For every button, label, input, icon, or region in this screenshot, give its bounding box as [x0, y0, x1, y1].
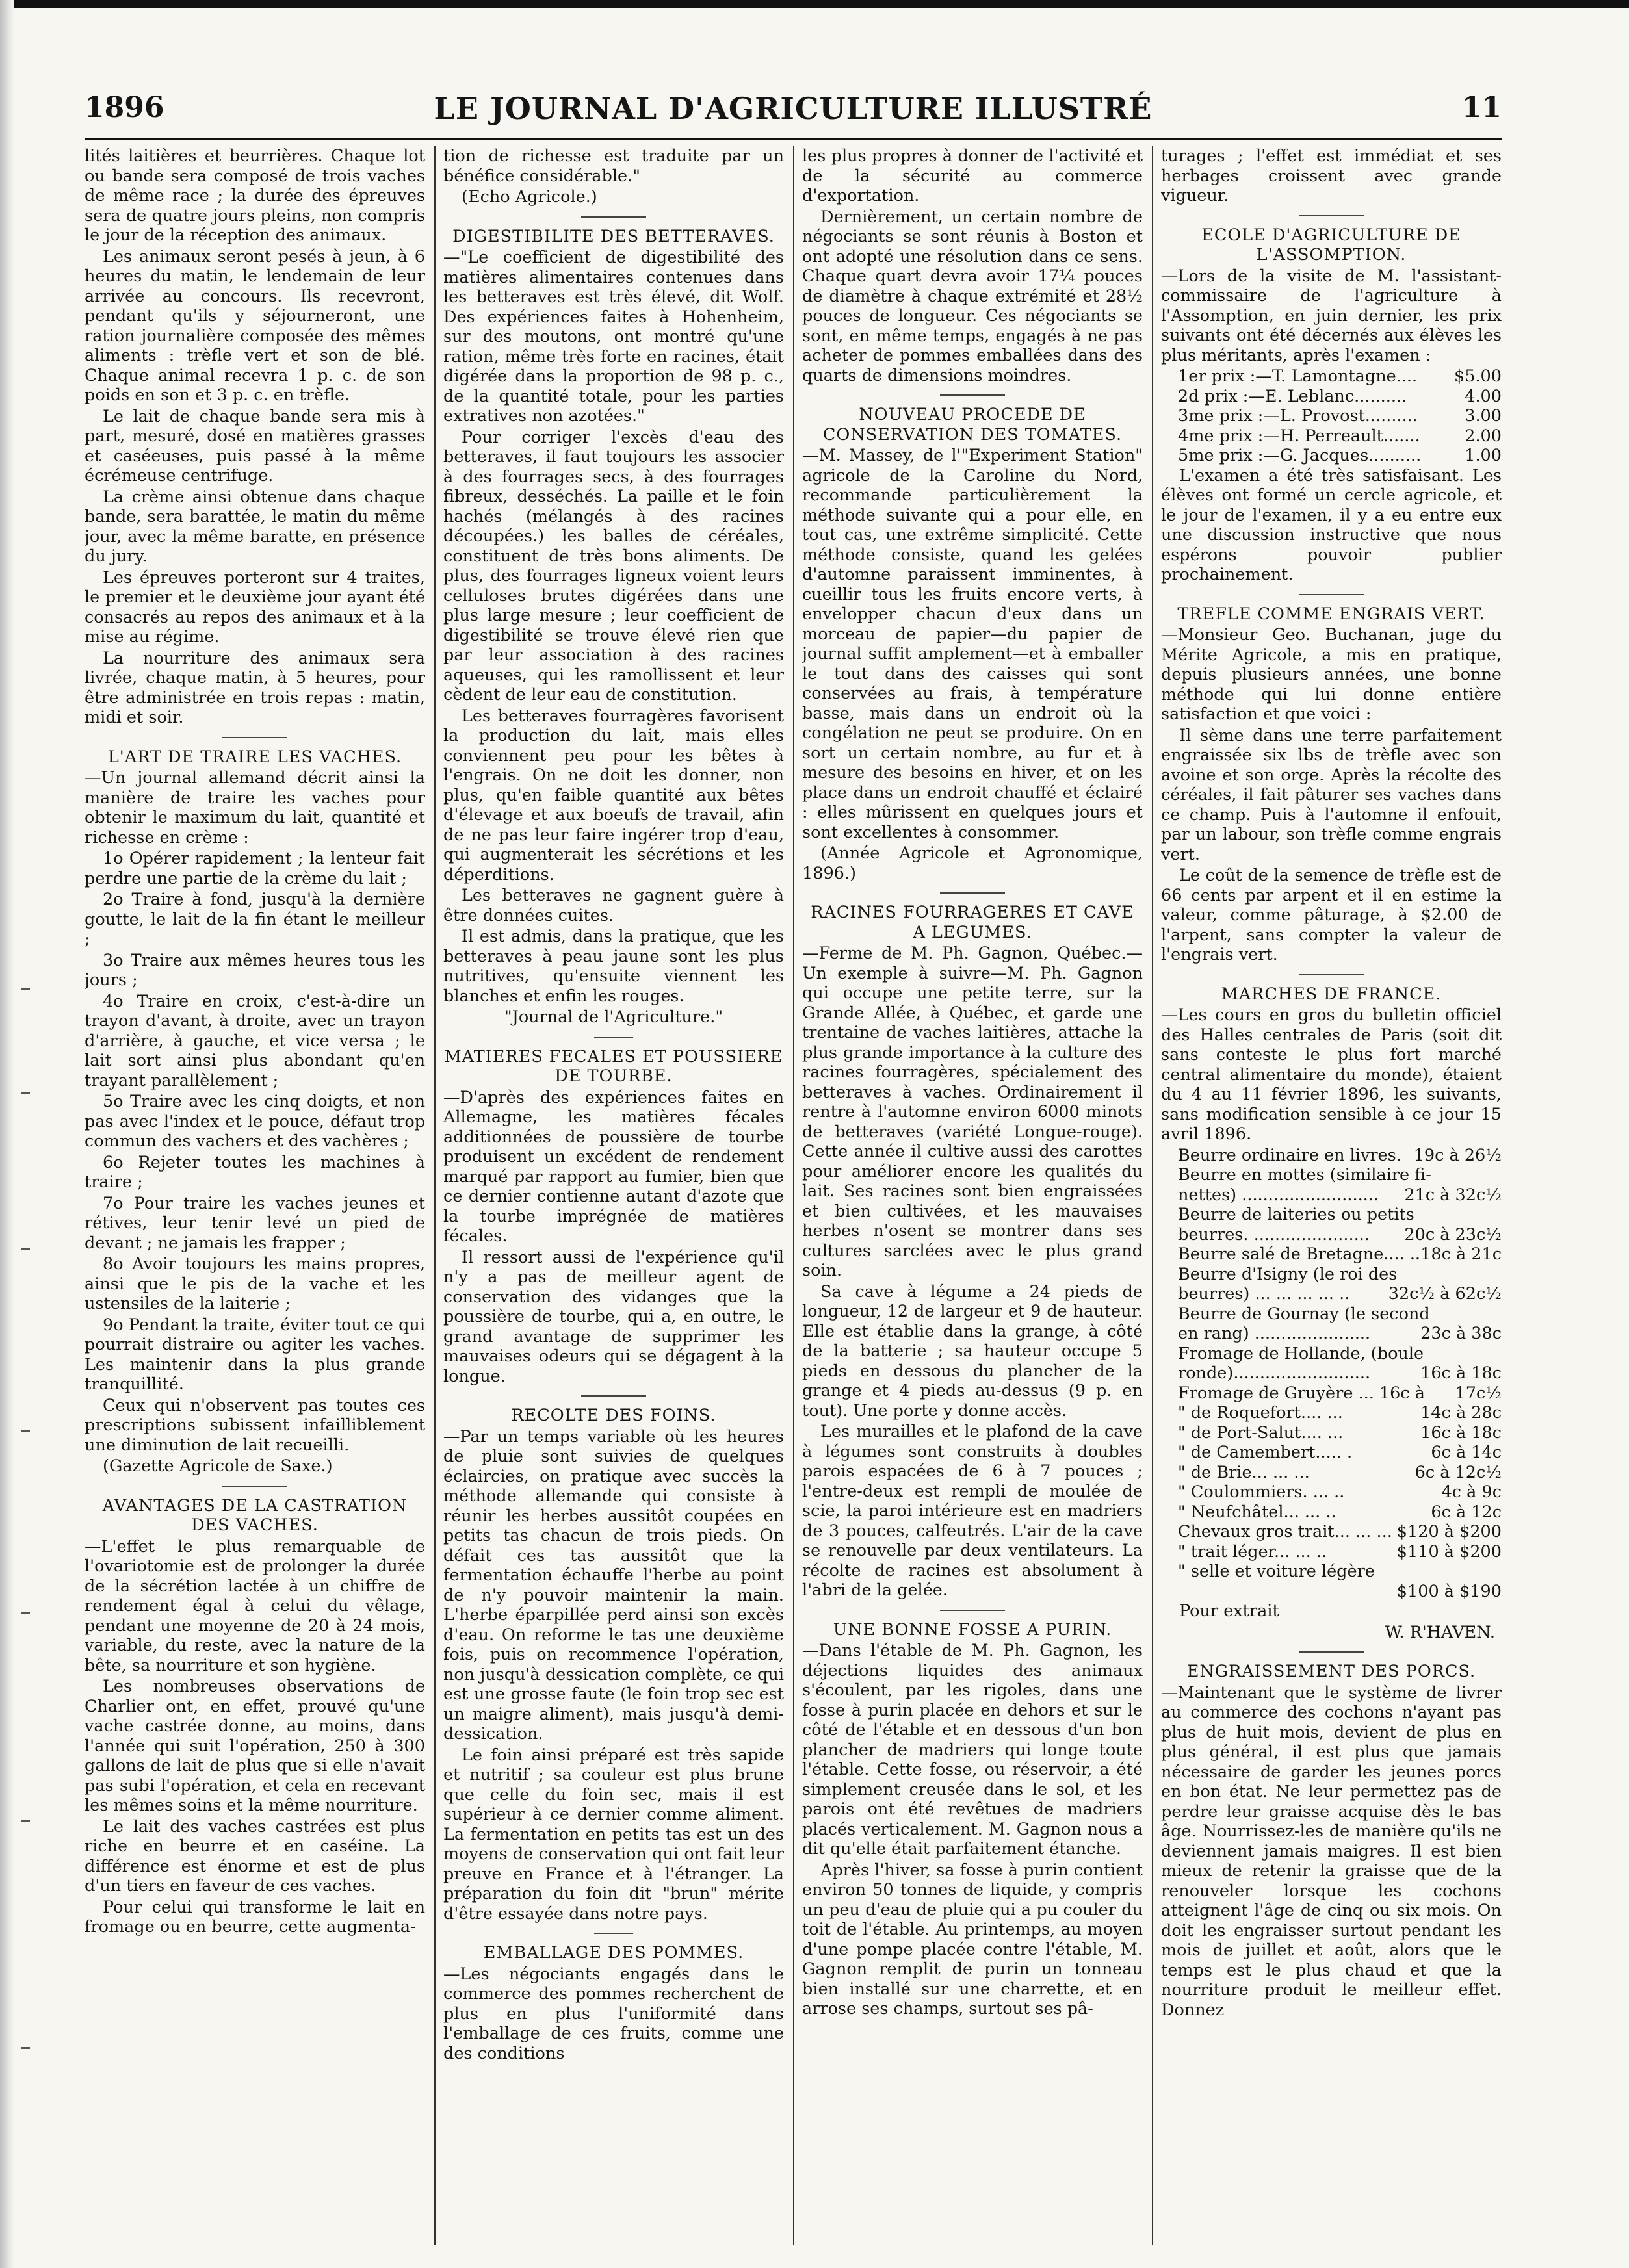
article-heading: AVANTAGES DE LA CASTRATION DES VACHES. — [102, 1495, 408, 1535]
market-row: Chevaux gros trait... ... ... $120 à $200 — [1178, 1522, 1502, 1541]
article-text: —Lors de la visite de M. l'assistant-commissaire de l'agriculture à l'Assomption, en juin dernier, les prix suivants ont été décernés aux élèves les plus méritants, après l'examen : — [1161, 266, 1502, 365]
market-row: ronde).......................... 16c à 18c — [1178, 1363, 1502, 1383]
market-row: Beurre de laiteries ou petits — [1178, 1205, 1414, 1224]
article-text: Il ressort aussi de l'expérience qu'il n'y a pas de meilleur agent de conservation des vidanges que la poussière de tourbe, qui a, en outre, le grand avantage de supprimer les mauvaises odeurs qui se dégagent à la longue. — [443, 1247, 784, 1386]
page-number: 11 — [1461, 91, 1502, 124]
article-text: Les murailles et le plafond de la cave à légumes sont construits à doubles parois espacées de 6 à 7 pouces ; l'entre-deux est rempli de moulée de scie, la paroi intérieure est en madriers de 3 pouces, calfeutrés. L'air de la cave se renouvelle par deux ventilateurs. La récolte de racines est absolument à l'abri de la gelée. — [802, 1422, 1143, 1600]
prize-row: 1er prix :—T. Lamontagne.... $5.00 — [1178, 367, 1502, 386]
prize-row: 4me prix :—H. Perreault....... 2.00 — [1178, 426, 1502, 446]
article-text: Le foin ainsi préparé est très sapide et nutritif ; sa couleur est plus brune que celle du foin sec, mais il est supérieur à ce dernier comme aliment. La fermentation en petits tas est un des moyens de conservation qui ont fait leur preuve en France et à l'étranger. La préparation du foin dit "brun" mérite d'être essayée dans notre pays. — [443, 1745, 784, 1924]
article-text: les plus propres à donner de l'activité et de la sécurité au commerce d'exportation. — [802, 146, 1143, 205]
article-heading: MATIERES FECALES ET POUSSIERE DE TOURBE. — [444, 1046, 783, 1086]
header-rule — [85, 138, 1502, 140]
article-heading: TREFLE COMME ENGRAIS VERT. — [1177, 604, 1485, 624]
market-row: Fromage de Hollande, (boule — [1178, 1343, 1424, 1363]
article-text: lités laitières et beurrières. Chaque lot ou bande sera composé de trois vaches de même race ; la durée des épreuves sera de quatre jours pleins, non compris le jour de la réception des animaux. — [85, 146, 425, 245]
article-text: —M. Massey, de l'"Experiment Station" agricole de la Caroline du Nord, recommande particulièrement la méthode suivante qui a pour elle, en tout cas, une extrême simplicité. Cette méthode consiste, quand les gelées d'automne paraissent imminentes, à cueillir tous les fruits encore verts, à envelopper chacun d'eux dans un morceau de papier—du papier de journal suffit amplement—et à emballer le tout dans des caisses qui sont conservées au frais, à température basse, mais dans un endroit où la congélation ne peut se produire. On en sort un certain nombre, au fur et à mesure des besoins en hiver, et on les place dans un endroit chauffé et éclairé : elles mûrissent en quelques jours et sont excellentes à consommer. — [802, 446, 1143, 842]
section-separator — [1299, 215, 1364, 216]
article-text: —Les cours en gros du bulletin officiel des Halles centrales de Paris (soit dit sans conteste le plus fort marché central alimentaire du monde), étaient du 4 au 11 février 1896, les suivants, sans modification sensible à ce jour 15 avril 1896. — [1161, 1005, 1502, 1144]
article-text: Après l'hiver, sa fosse à purin contient environ 50 tonnes de liquide, y compris un peu d'eau de pluie qui a pu couler du toit de l'étable. Au printemps, au moyen d'une pompe placée contre l'étable, M. Gagnon remplit de purin un tonneau bien installé sur une charrette, et en arrose ses champs, surtout ses pâ- — [802, 1860, 1143, 2018]
article-text: La nourriture des animaux sera livrée, chaque matin, à 5 heures, pour être administrée en trois repas : matin, midi et soir. — [85, 648, 425, 727]
market-row: Beurre salé de Bretagne.... .. 18c à 21c — [1178, 1244, 1502, 1264]
section-separator — [1299, 1651, 1364, 1653]
article-heading: UNE BONNE FOSSE A PURIN. — [833, 1619, 1112, 1640]
signature: W. R'HAVEN. — [1385, 1622, 1495, 1642]
section-separator — [940, 1610, 1005, 1611]
article-text: —L'effet le plus remarquable de l'ovariotomie est de prolonger la durée de la sécrétion lactée à un chiffre de rendement égal à celui du vêlage, pendant une moyenne de 20 à 24 mois, variable, du reste, avec la nature de la bête, sa nourriture et son hygiène. — [85, 1536, 425, 1675]
section-separator — [940, 892, 1005, 894]
market-price-list — [1161, 1146, 1502, 1602]
article-text: —Ferme de M. Ph. Gagnon, Québec.—Un exemple à suivre—M. Ph. Gagnon qui occupe une petite terre, sur la Grande Allée, à Québec, et garde une trentaine de vaches laitières, attache la plus grande importance à la culture des racines fourragères, spécialement des betteraves à vaches. Ordinairement il rentre à l'automne environ 6000 minots de betteraves (variété Longue-rouge). Cette année il cultive aussi des carottes pour améliorer encore les qualités du lait. Ses racines sont bien engraissées et bien cultivées, et les mauvaises herbes n'osent se montrer dans ses cultures sarclées avec le plus grand soin. — [802, 944, 1143, 1280]
article-source: "Journal de l'Agriculture." — [504, 1007, 723, 1027]
column-1 — [85, 146, 425, 2245]
scan-binding-edge — [0, 0, 14, 2268]
article-text: Le lait de chaque bande sera mis à part, mesuré, dosé en matières grasses et caséeuses, puis passé à la même écrémeuse centrifuge. — [85, 406, 425, 485]
market-row: Fromage de Gruyère ... 16c à 17c½ — [1178, 1383, 1502, 1403]
section-separator — [222, 737, 287, 738]
list-item: 8o Avoir toujours les mains propres, ainsi que le pis de la vache et les ustensiles de la laiterie ; — [85, 1254, 425, 1313]
page-header — [85, 91, 1502, 130]
market-row: " Neufchâtel... ... .. 6c à 12c — [1178, 1502, 1502, 1522]
list-item: 3o Traire aux mêmes heures tous les jours ; — [85, 950, 425, 990]
article-heading: L'ART DE TRAIRE LES VACHES. — [107, 747, 402, 767]
column-3 — [802, 146, 1143, 2245]
article-source: (Gazette Agricole de Saxe.) — [103, 1456, 333, 1476]
article-heading: ENGRAISSEMENT DES PORCS. — [1186, 1662, 1476, 1681]
article-heading: RACINES FOURRAGERES ET CAVE A LEGUMES. — [811, 903, 1134, 942]
section-separator — [1299, 594, 1364, 595]
section-separator — [581, 216, 646, 218]
article-text: La crème ainsi obtenue dans chaque bande, sera barattée, le matin du même jour, avec la même baratte, en présence du jury. — [85, 487, 425, 566]
article-text: Les nombreuses observations de Charlier ont, en effet, prouvé qu'une vache castrée donne, au moins, dans l'année qui suit l'opération, 250 à 300 gallons de lait de plus que si elle n'avait pas subi l'opération, et cela en recevant les mêmes soins et la même nourriture. — [85, 1677, 425, 1815]
article-text: —Par un temps variable où les heures de pluie sont suivies de quelques éclaircies, on pratique avec succès la méthode allemande qui consiste à réunir les herbes aussitôt coupées en petits tas chacun de trois pieds. On défait ces tas aussitôt que la fermentation échauffe l'herbe au point de n'y pouvoir maintenir la main. L'herbe éparpillée perd ainsi son excès d'eau. On reforme le tas une deuxième fois, puis on recommence l'opération, non jusqu'à dessication complète, ce qui est une grosse faute (le foin trop sec est un maigre aliment), mais jusqu'à demi-dessication. — [443, 1426, 784, 1744]
column-2 — [443, 146, 784, 2245]
article-text: Les betteraves fourragères favorisent la production du lait, mais elles conviennent peu pour les bêtes à l'engrais. On ne doit les donner, non plus, qu'en faible quantité aux bêtes d'élevage et aux boeufs de travail, afin de ne pas leur faire ingérer trop d'eau, qui augmenterait les sécrétions et les déperditions. — [443, 706, 784, 884]
list-item: 4o Traire en croix, c'est-à-dire un trayon d'avant, à droite, avec un trayon d'arrière, à gauche, et vice versa ; le lait sort ainsi plus abondant qu'en trayant parallèlement ; — [85, 991, 425, 1090]
list-item: 1o Opérer rapidement ; la lenteur fait perdre une partie de la crème du lait ; — [85, 849, 425, 888]
list-item: 9o Pendant la traite, éviter tout ce qui pourrait distraire ou agiter les vaches. Les maintenir dans la plus grande tranquillité. — [85, 1315, 425, 1394]
article-text: Sa cave à légume a 24 pieds de longueur, 12 de largeur et 9 de hauteur. Elle est établie dans la grange, à côté de la batterie ; sa hauteur occupe 5 pieds en dessous du plancher de la grange et 4 pieds au-dessus (9 p. en tout). Une porte y donne accès. — [802, 1282, 1143, 1421]
market-row: " Coulommiers. ... .. 4c à 9c — [1178, 1482, 1502, 1502]
top-border — [0, 0, 1629, 8]
article-source: (Echo Agricole.) — [462, 187, 597, 207]
article-heading: ECOLE D'AGRICULTURE DE L'ASSOMPTION. — [1201, 225, 1461, 264]
article-text: Dernièrement, un certain nombre de négociants se sont réunis à Boston et ont adopté une résolution dans ce sens. Chaque quart devra avoir 17¼ pouces de diamètre à chaque extrémité et 28½ pouces de longueur. Ces négociants se sont, en même temps, engagés à ne pas acheter de pommes emballées dans des quarts de dimensions moindres. — [802, 207, 1143, 385]
article-text: —Un journal allemand décrit ainsi la manière de traire les vaches pour obtenir le maximum du lait, quantité et richesse en crème : — [85, 768, 425, 847]
market-row: " de Camembert..... . 6c à 14c — [1178, 1443, 1502, 1462]
prize-row: 3me prix :—L. Provost.......... 3.00 — [1178, 406, 1502, 426]
market-row: Beurre de Gournay (le second — [1178, 1304, 1430, 1324]
market-row: " selle et voiture légère — [1178, 1562, 1375, 1581]
article-text: Il est admis, dans la pratique, que les betteraves à peau jaune sont les plus nutritives, qu'ensuite viennent les blanches et enfin les rouges. — [443, 927, 784, 1006]
article-text: —D'après des expériences faites en Allemagne, les matières fécales additionnées de poussière de tourbe produisent un excédent de rendement marqué par rapport au fumier, bien que ce dernier contienne autant d'azote que la tourbe imprégnée de matières fécales. — [443, 1087, 784, 1246]
journal-title: LE JOURNAL D'AGRICULTURE ILLUSTRÉ — [434, 91, 1153, 126]
market-row: " trait léger... ... .. $110 à $200 — [1178, 1541, 1502, 1562]
market-row: $100 à $190 — [1396, 1581, 1502, 1601]
section-separator — [581, 1395, 646, 1397]
column-divider — [793, 146, 794, 2245]
article-text: Les épreuves porteront sur 4 traites, le premier et le deuxième jour ayant été consacrés au repos des animaux et à la mise au régime. — [85, 567, 425, 647]
article-heading: DIGESTIBILITE DES BETTERAVES. — [452, 226, 775, 246]
article-text: Ceux qui n'observent pas toutes ces prescriptions subissent infailliblement une diminution de lait recueilli. — [85, 1395, 425, 1455]
list-item: 6o Rejeter toutes les machines à traire ; — [85, 1152, 425, 1192]
article-text: Pour corriger l'excès d'eau des betteraves, il faut toujours les associer à des fourrages secs, à des fourrages fibreux, desséchés. La paille et le foin hachés (mélangés à des racines découpées.) les balles de céréales, constituent de très bons aliments. De plus, des fourrages ligneux voient leurs celluloses brutes digérées dans une plus large mesure ; leur coefficient de digestibilité se trouve élevé rien que par leur association à des racines aqueuses, qui les ramollissent et leur cèdent de leur eau de constitution. — [443, 427, 784, 704]
market-row: " de Roquefort.... ... 14c à 28c — [1178, 1403, 1502, 1423]
section-separator — [594, 1037, 633, 1038]
article-heading: NOUVEAU PROCEDE DE CONSERVATION DES TOMATES. — [822, 405, 1123, 445]
prize-row: 2d prix :—E. Leblanc.......... 4.00 — [1178, 386, 1502, 406]
market-row: Beurre ordinaire en livres. 19c à 26½ — [1178, 1145, 1502, 1165]
article-text: —Monsieur Geo. Buchanan, juge du Mérite Agricole, a mis en pratique, depuis plusieurs années, une bonne méthode qui lui donne entière satisfaction et que voici : — [1161, 625, 1502, 724]
prize-list — [1161, 367, 1502, 466]
section-separator — [1299, 974, 1364, 975]
article-heading: MARCHES DE FRANCE. — [1221, 984, 1442, 1004]
article-columns — [85, 146, 1502, 2245]
article-text: Le coût de la semence de trèfle est de 66 cents par arpent et il en estime la valeur, comme pâturage, à $2.00 de l'arpent, sans compter la valeur de l'engrais vert. — [1161, 866, 1502, 964]
scan-margin-marks — [18, 975, 34, 2145]
article-text: —Maintenant que le système de livrer au commerce des cochons n'ayant pas plus de huit mois, devient de plus en plus général, il est plus que jamais nécessaire de garder les jeunes porcs en bon état. Ne leur permettez pas de perdre leur graisse acquise dès le bas âge. Nourrissez-les de manière qu'ils ne deviennent jamais maigres. Il est bien mieux de retenir la graisse que de la renouveler lorsque les cochons atteignent l'âge de cinq ou six mois. On doit les engraisser surtout pendant les mois de juillet et août, alors que le temps est le plus chaud et que la nourriture produit le meilleur effet. Donnez — [1161, 1682, 1502, 2020]
article-text: —"Le coefficient de digestibilité des matières alimentaires contenues dans les betteraves est très élevé, dit Wolf. Des expériences faites à Hohenheim, sur des moutons, ont montré qu'une ration, même très forte en racines, était digérée dans la proportion de 98 p. c., de la quantité totale, pour les parties extratives non azotées." — [443, 248, 784, 426]
article-text: Pour extrait — [1179, 1601, 1279, 1621]
list-item: 5o Traire avec les cinq doigts, et non pas avec l'index et le pouce, défaut trop commun des vachers et des vachères ; — [85, 1092, 425, 1151]
section-separator — [594, 1933, 633, 1934]
article-text: Le lait des vaches castrées est plus riche en beurre et en caséine. La différence est énorme et est de plus d'un tiers en faveur de ces vaches. — [85, 1816, 425, 1896]
header-year: 1896 — [85, 91, 164, 124]
article-text: tion de richesse est traduite par un bénéfice considérable." — [443, 146, 784, 186]
market-row: " de Brie... ... ... 6c à 12c½ — [1178, 1462, 1502, 1482]
article-source: (Année Agricole et Agronomique, 1896.) — [802, 844, 1143, 883]
article-text: —Les négociants engagés dans le commerce des pommes recherchent de plus en plus l'uniformité dans l'emballage de ces fruits, comme une des conditions — [443, 1964, 784, 2063]
article-text: —Dans l'étable de M. Ph. Gagnon, les déjections liquides des animaux s'écoulent, par les rigoles, dans une fosse à purin placée en dehors et sur le côté de l'étable et en dessous d'un bon plancher de madriers qui longe toute l'étable. Cette fosse, ou réservoir, a été simplement creusée dans le sol, et les parois ont été revêtues de madriers placés verticalement. M. Gagnon nous a dit qu'elle était parfaitement étanche. — [802, 1641, 1143, 1859]
article-text: Pour celui qui transforme le lait en fromage ou en beurre, cette augmenta- — [85, 1897, 425, 1937]
list-item: 2o Traire à fond, jusqu'à la dernière goutte, le lait de la fin étant le meilleur ; — [85, 890, 425, 949]
column-divider — [1152, 146, 1153, 2245]
article-text: Il sème dans une terre parfaitement engraissée six lbs de trèfle avec son avoine et son orge. Après la récolte des céréales, il fait pâturer ses vaches dans ce champ. Puis à l'automne il enfouit, par un labour, son trèfle comme engrais vert. — [1161, 725, 1502, 864]
market-row: en rang) ...................... 23c à 38c — [1178, 1324, 1502, 1343]
article-text: L'examen a été très satisfaisant. Les élèves ont formé un cercle agricole, et le jour de l'examen, il y a eu entre eux une discussion instructive que nous espérons pouvoir publier prochainement. — [1161, 465, 1502, 584]
market-row: Beurre d'Isigny (le roi des — [1178, 1264, 1398, 1284]
article-text: Les betteraves ne gagnent guère à être données cuites. — [443, 886, 784, 925]
article-heading: RECOLTE DES FOINS. — [511, 1406, 716, 1425]
section-separator — [940, 394, 1005, 396]
list-item: 7o Pour traire les vaches jeunes et rétives, leur tenir levé un pied de devant ; ne jamais les frapper ; — [85, 1193, 425, 1253]
market-row: beurres) ... ... ... ... .. 32c½ à 62c½ — [1178, 1284, 1502, 1304]
market-row: Beurre en mottes (similaire fi- — [1178, 1165, 1431, 1185]
section-separator — [222, 1486, 287, 1487]
prize-row: 5me prix :—G. Jacques.......... 1.00 — [1178, 446, 1502, 465]
article-heading: EMBALLAGE DES POMMES. — [483, 1943, 744, 1963]
market-row: " de Port-Salut.... ... 16c à 18c — [1178, 1423, 1502, 1443]
market-row: nettes) .......................... 21c à 32c½ — [1178, 1185, 1502, 1205]
article-text: Les animaux seront pesés à jeun, à 6 heures du matin, le lendemain de leur arrivée au concours. Ils recevront, pendant qu'ils y séjourneront, une ration journalière composée des mêmes aliments : trèfle vert et son de blé. Chaque animal recevra 1 p. c. de son poids en son et 3 p. c. en trèfle. — [85, 246, 425, 405]
column-4 — [1161, 146, 1502, 2245]
market-row: beurres. ...................... 20c à 23c½ — [1178, 1224, 1502, 1244]
article-text: turages ; l'effet est immédiat et ses herbages croissent avec grande vigueur. — [1161, 146, 1502, 205]
column-divider — [434, 146, 436, 2245]
